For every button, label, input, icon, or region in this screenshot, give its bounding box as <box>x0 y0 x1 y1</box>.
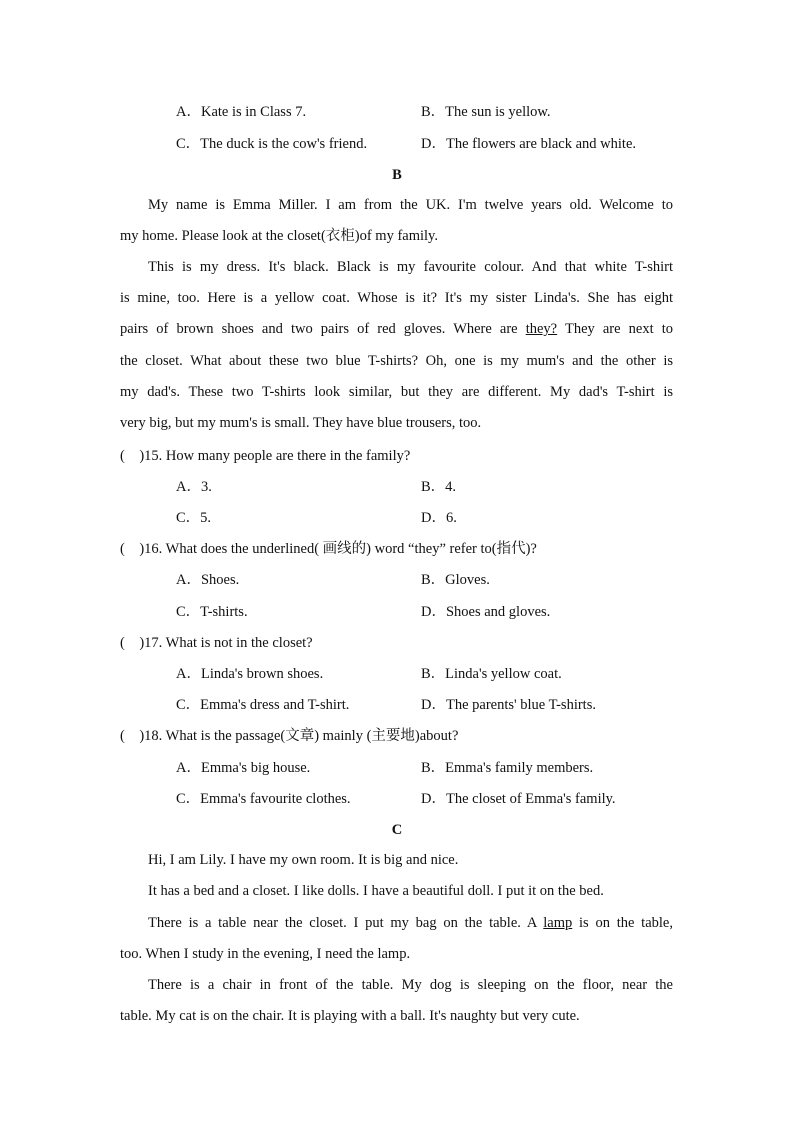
question-15-option-a: A．3. <box>176 479 212 495</box>
question-17-option-a: A．Linda's brown shoes. <box>176 666 324 682</box>
prev-option-d: D．The flowers are black and white. <box>421 136 637 152</box>
question-17-option-b: B．Linda's yellow coat. <box>421 666 562 682</box>
question-17-option-c: C．Emma's dress and T-shirt. <box>176 697 350 713</box>
passage-line: This is my dress. It's black. Black is my favourite colour. And that white T-shirt <box>148 259 673 275</box>
passage-line: Hi, I am Lily. I have my own room. It is big and nice. <box>148 852 459 868</box>
passage-line: table. My cat is on the chair. It is playing with a ball. It's naughty but very cute. <box>120 1008 580 1025</box>
passage-line: my home. Please look at the closet(衣柜)of my family. <box>120 228 438 245</box>
question-15-option-b: B．4. <box>421 479 457 495</box>
underlined-word-lamp: lamp <box>543 915 573 931</box>
passage-line: There is a table near the closet. I put my bag on the table. A lamp is on the table, <box>148 915 673 931</box>
passage-c-paragraph-1 <box>120 845 673 876</box>
question-16-option-a: A．Shoes. <box>176 572 240 588</box>
passage-line: very big, but my mum's is small. They have blue trousers, too. <box>120 414 482 431</box>
passage-b-paragraph-1 <box>120 190 673 252</box>
passage-line: There is a chair in front of the table. My dog is sleeping on the floor, near the <box>148 977 673 993</box>
question-15-option-c: C．5. <box>176 510 212 526</box>
question-16-option-b: B．Gloves. <box>421 572 490 588</box>
passage-c-paragraph-3 <box>120 908 673 970</box>
question-16-stem: ( )16. What does the underlined( 画线的) word “they” refer to(指代)? <box>120 541 537 557</box>
passage-line: is mine, too. Here is a yellow coat. Whose is it? It's my sister Linda's. She has eight <box>120 290 673 307</box>
prev-option-b: B．The sun is yellow. <box>421 104 551 120</box>
question-15-option-d: D．6. <box>421 510 457 526</box>
prev-option-c: C．The duck is the cow's friend. <box>176 136 368 152</box>
question-18-option-a: A．Emma's big house. <box>176 760 311 776</box>
section-c-heading: C <box>391 822 403 838</box>
passage-c-paragraph-4 <box>120 970 673 1032</box>
passage-line: pairs of brown shoes and two pairs of red gloves. Where are they? They are next to <box>120 321 673 338</box>
question-16-option-c: C．T-shirts. <box>176 604 248 620</box>
question-17-option-d: D．The parents' blue T-shirts. <box>421 697 596 713</box>
passage-line: my dad's. These two T-shirts look similar, but they are different. My dad's T-shirt is <box>120 383 673 400</box>
section-b-heading: B <box>392 167 402 183</box>
question-15-stem: ( )15. How many people are there in the family? <box>120 448 411 464</box>
question-18-option-b: B．Emma's family members. <box>421 760 594 776</box>
question-18-stem: ( )18. What is the passage(文章) mainly (主要地)about? <box>120 728 459 744</box>
passage-line: It has a bed and a closet. I like dolls. I have a beautiful doll. I put it on the bed. <box>148 883 604 899</box>
passage-line: too. When I study in the evening, I need the lamp. <box>120 946 411 963</box>
passage-b-paragraph-2 <box>120 252 673 439</box>
question-18-option-c: C．Emma's favourite clothes. <box>176 791 351 807</box>
underlined-word-they: they? <box>525 321 558 338</box>
question-17-stem: ( )17. What is not in the closet? <box>120 635 313 651</box>
prev-option-a: A．Kate is in Class 7. <box>176 104 307 120</box>
passage-c-paragraph-2 <box>120 876 673 907</box>
question-18-option-d: D．The closet of Emma's family. <box>421 791 616 807</box>
passage-line: the closet. What about these two blue T-shirts? Oh, one is my mum's and the other is <box>120 352 673 369</box>
question-16-option-d: D．Shoes and gloves. <box>421 604 551 620</box>
passage-line: My name is Emma Miller. I am from the UK. I'm twelve years old. Welcome to <box>148 197 673 213</box>
